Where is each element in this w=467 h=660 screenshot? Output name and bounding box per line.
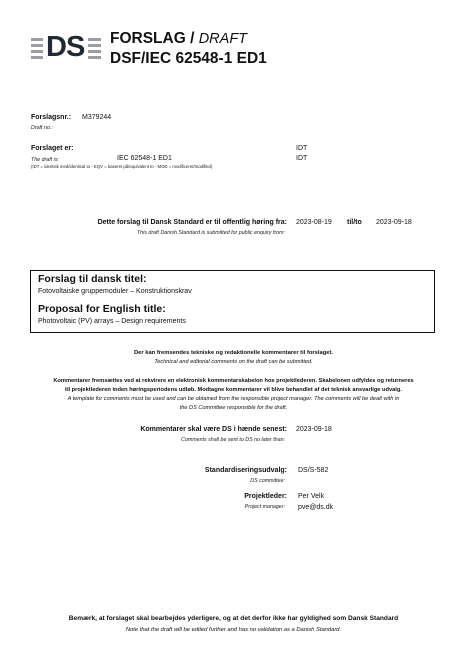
manager-email[interactable]: pve@ds.dk [298,504,334,511]
enquiry-label: Dette forslag til Dansk Standard er til offentlig høring fra: [97,219,287,226]
comments-para-dk-1: Kommentarer fremsættes ved at rekvirere en elektronisk kommentarskabelon hos projektlederen. Skabelonen udfyldes og returneres [53,378,414,384]
header-title [110,29,267,68]
comments-line: Der kan fremsendes tekniske og redaktionelle kommentarer til forslaget. [133,350,334,356]
enquiry-to-date: 2023-09-18 [376,219,412,226]
comments-para-en-1: A template for comments must be used and can be obtained from the responsible project manager. The comments will be dealt with in [67,396,400,402]
comments-para-dk-2: til projektlederen inden høringsperiodens udløb. Modtagne kommentarer vil blive behandlet af det teknisk ansvarlige udvalg. [65,387,402,393]
comments-line-en: Technical and editorial comments on the draft can be submitted. [154,359,313,365]
comments-para-en-2: the DS Committee responsible for the draft. [179,405,288,411]
title-box [30,270,435,333]
deadline-date: 2023-09-18 [296,426,332,433]
manager-label: Projektleder: [244,493,287,500]
footer-note: Bemærk, at forslaget skal bearbejdes yderligere, og at det derfor ikke har gyldighed som Dansk Standard [68,615,399,622]
manager-name: Per Velk [298,493,325,500]
deadline-label-en: Comments shall be sent to DS no later than: [181,437,285,443]
enquiry-to-label: til/to [347,219,362,226]
draft-is-label-en: The draft is: [31,157,59,163]
draft-is-relation-label: IDT [296,145,308,152]
draft-is-value: IEC 62548-1 ED1 [117,155,172,162]
title-draft: DRAFT [198,31,248,47]
danish-title: Fotovoltaiske gruppemoduler – Konstruktionskrav [38,288,192,295]
relation-legend: (IDT = identisk med/identical to - EQV = baseret på/equivalent to - MOD = modificeret/modified) [31,164,213,169]
proposal-no-value: M379244 [82,114,112,121]
proposal-no-label: Forslagsnr.: [31,114,72,121]
proposal-no-label-en: Draft no.: [31,125,53,131]
standard-number: DSF/IEC 62548-1 ED1 [110,50,267,67]
draft-is-relation-value: IDT [296,155,308,162]
committee-label: Standardiseringsudvalg: [204,467,287,474]
draft-is-label: Forslaget er: [31,145,74,152]
committee-label-en: DS committee: [250,478,285,484]
ds-logo [31,31,101,63]
english-title-heading: Proposal for English title: [38,303,166,315]
ds-logo-text: DS [46,31,85,63]
deadline-label: Kommentarer skal være DS i hænde senest: [140,426,287,433]
english-title: Photovoltaic (PV) arrays – Design requirements [38,318,186,325]
committee-value: DS/S-582 [298,467,329,474]
title-prefix: FORSLAG / [110,30,195,47]
enquiry-from-date: 2023-08-19 [296,219,332,226]
enquiry-label-en: This draft Danish Standard is submitted for public enquiry from: [136,230,285,236]
manager-label-en: Project manager: [244,504,285,510]
danish-title-heading: Forslag til dansk titel: [38,273,147,285]
footer-note-en: Note that the draft will be edited further and has no validation as a Danish Standard. [125,627,342,633]
